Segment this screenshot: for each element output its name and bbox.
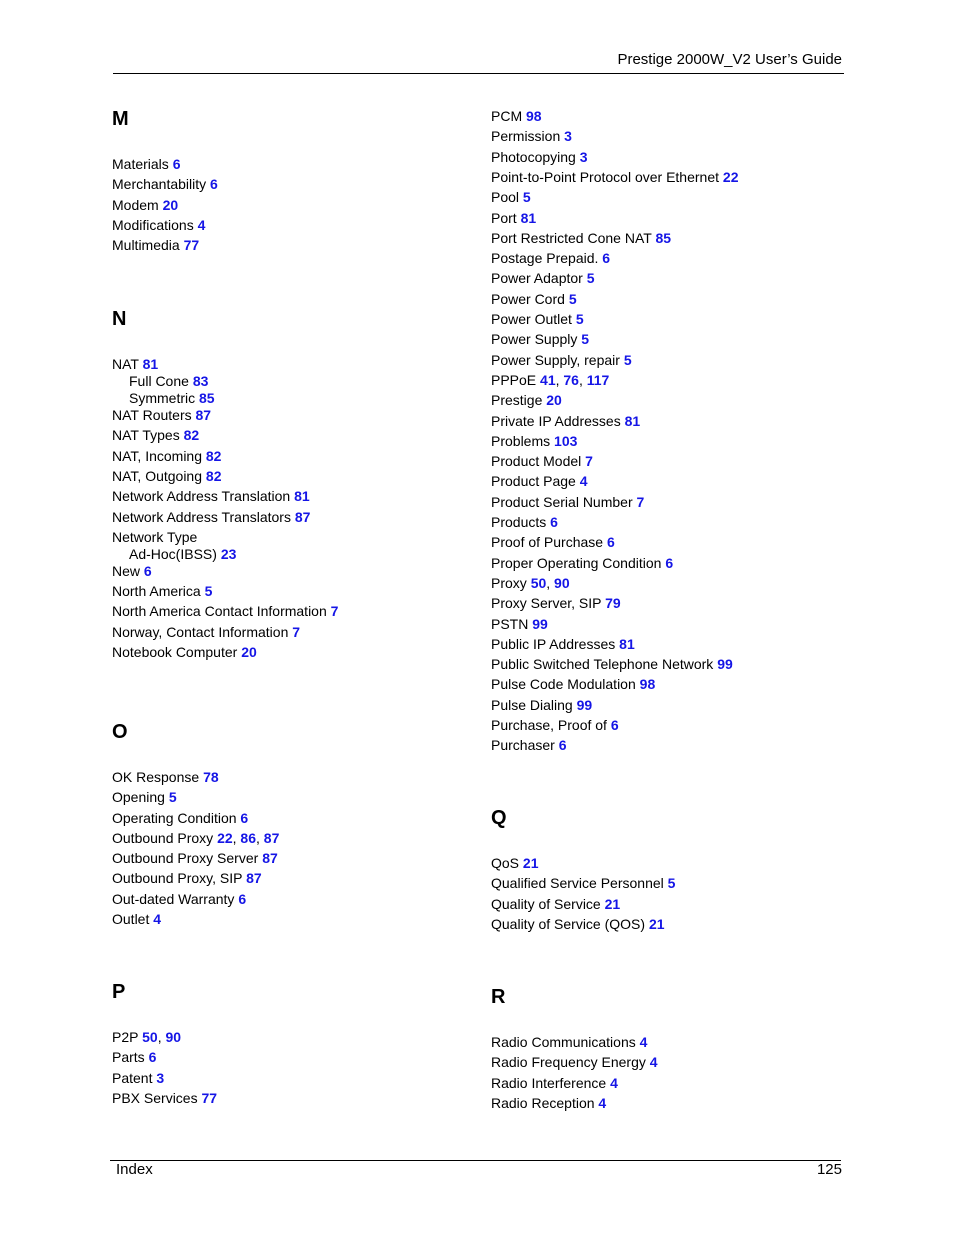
index-term: Opening [112, 789, 165, 805]
page-reference-link[interactable]: 7 [330, 603, 339, 619]
index-entry [112, 217, 205, 234]
index-term: Patent [112, 1070, 153, 1086]
index-entry [491, 717, 619, 734]
index-entry [491, 433, 577, 450]
page-reference-link[interactable]: 4 [639, 1034, 648, 1050]
page-reference-link[interactable]: 22 [217, 830, 233, 846]
index-entry [491, 311, 584, 328]
index-term: Power Cord [491, 291, 565, 307]
index-term: Pool [491, 189, 520, 205]
page-reference-link[interactable]: 5 [667, 875, 676, 891]
page-reference-link[interactable]: 4 [579, 473, 588, 489]
index-term: Power Adaptor [491, 270, 583, 286]
page-reference-link[interactable]: 6 [210, 176, 218, 192]
index-term: Product Page [491, 473, 576, 489]
page-reference-link[interactable]: 50 [530, 575, 547, 591]
page-reference-link[interactable]: 4 [649, 1054, 658, 1070]
page-reference-link[interactable]: 82 [205, 448, 222, 464]
page-reference-link[interactable]: 21 [648, 916, 665, 932]
index-entry: PPPoE 41, 76, 117 [491, 372, 610, 388]
index-entry [112, 789, 177, 806]
index-term: Parts [112, 1049, 145, 1065]
page-reference-link[interactable]: 5 [623, 352, 632, 368]
index-term: Public IP Addresses [491, 636, 616, 652]
index-term: Out-dated Warranty [112, 891, 235, 907]
index-term: Power Supply, repair [491, 352, 620, 368]
index-entry [112, 911, 161, 928]
section-letter-heading: O [112, 721, 128, 743]
page-reference-link[interactable]: 5 [581, 331, 590, 347]
page-reference-link[interactable]: 99 [717, 656, 733, 672]
footer-rule [110, 1160, 841, 1161]
index-term: New [112, 563, 141, 579]
index-entry [491, 595, 621, 612]
index-term: PSTN [491, 616, 529, 632]
page-reference-link[interactable]: 76 [563, 372, 579, 388]
page-reference-link[interactable]: 81 [520, 210, 537, 226]
index-entry [491, 270, 595, 287]
section-letter-heading: R [491, 986, 506, 1008]
index-term: Network Address Translators [112, 509, 291, 525]
page-reference-link[interactable]: 81 [619, 636, 635, 652]
index-term: Operating Condition [112, 810, 237, 826]
index-term: Permission [491, 128, 561, 144]
page-reference-link[interactable]: 90 [165, 1029, 182, 1045]
index-term: Quality of Service [491, 896, 601, 912]
footer-section-label: Index [116, 1161, 153, 1178]
index-term: QoS [491, 855, 520, 871]
page-reference-link[interactable]: 3 [579, 149, 588, 165]
index-entry [112, 810, 248, 827]
index-term: Quality of Service (QOS) [491, 916, 646, 932]
page-reference-link[interactable]: 90 [554, 575, 570, 591]
index-entry [112, 583, 212, 600]
page-reference-link[interactable]: 7 [636, 494, 645, 510]
index-term: Port [491, 210, 517, 226]
index-term: Proper Operating Condition [491, 555, 662, 571]
index-entry [491, 616, 548, 633]
page-header-title: Prestige 2000W_V2 User’s Guide [617, 51, 842, 68]
index-entry [112, 529, 197, 546]
index-term: Outbound Proxy [112, 830, 214, 846]
index-term: Purchase, Proof of [491, 717, 607, 733]
section-letter-heading: Q [491, 807, 507, 829]
index-subentry [112, 546, 236, 563]
index-entry [491, 656, 733, 673]
page-reference-link[interactable]: 5 [168, 789, 177, 805]
page-reference-link[interactable]: 7 [292, 624, 301, 640]
index-term: Materials [112, 156, 169, 172]
index-term: Pulse Dialing [491, 697, 573, 713]
page-reference-link[interactable]: 6 [172, 156, 181, 172]
page-reference-link[interactable]: 82 [205, 468, 222, 484]
section-letter-heading: M [112, 108, 129, 130]
index-entry [112, 1049, 156, 1066]
index-term: Private IP Addresses [491, 413, 621, 429]
index-term: Prestige [491, 392, 543, 408]
page-reference-link[interactable]: 87 [195, 407, 212, 423]
index-term: Purchaser [491, 737, 555, 753]
index-entry [491, 128, 572, 145]
page-reference-link[interactable]: 87 [294, 509, 311, 525]
index-term: Network Type [112, 529, 198, 545]
page-reference-link[interactable]: 4 [610, 1075, 618, 1091]
index-entry [112, 1070, 164, 1087]
page-reference-link[interactable]: 87 [246, 870, 262, 886]
index-term: NAT, Outgoing [112, 468, 203, 484]
page-reference-link[interactable]: 20 [241, 644, 257, 660]
page-reference-link[interactable]: 21 [604, 896, 621, 912]
index-term: Radio Communications [491, 1034, 636, 1050]
index-term: Symmetric [129, 390, 196, 406]
index-entry [491, 636, 635, 653]
index-entry [491, 230, 671, 247]
page-reference-link[interactable]: 98 [639, 676, 656, 692]
index-entry [112, 356, 158, 373]
page-reference-link[interactable]: 23 [220, 546, 237, 562]
index-term: PPPoE [491, 372, 537, 388]
page-reference-link[interactable]: 99 [532, 616, 548, 632]
index-term: Qualified Service Personnel [491, 875, 664, 891]
index-term: OK Response [112, 769, 200, 785]
page-reference-link[interactable]: 77 [183, 237, 200, 253]
page-reference-link[interactable]: 4 [197, 217, 206, 233]
index-entry [491, 210, 536, 227]
page-reference-link[interactable]: 5 [204, 583, 213, 599]
index-term: Power Supply [491, 331, 578, 347]
page-reference-link[interactable]: 99 [576, 697, 593, 713]
page-reference-link[interactable]: 6 [558, 737, 567, 753]
page-reference-link[interactable]: 21 [522, 855, 539, 871]
index-term: Outbound Proxy, SIP [112, 870, 243, 886]
index-entry [112, 488, 310, 505]
index-term: North America [112, 583, 201, 599]
page-reference-link[interactable]: 6 [610, 717, 619, 733]
index-term: Radio Reception [491, 1095, 595, 1111]
index-entry [491, 855, 538, 872]
index-entry [491, 169, 738, 186]
index-entry [112, 850, 278, 867]
index-entry [491, 676, 655, 693]
index-term: Problems [491, 433, 551, 449]
index-entry: Outbound Proxy 22, 86, 87 [112, 830, 280, 846]
index-entry [491, 916, 665, 933]
index-entry [491, 291, 577, 308]
index-entry [112, 891, 246, 908]
index-term: Outbound Proxy Server [112, 850, 259, 866]
index-term: NAT Types [112, 427, 180, 443]
index-entry [491, 534, 615, 551]
index-term: Pulse Code Modulation [491, 676, 636, 692]
header-rule [113, 73, 844, 74]
index-term: Modem [112, 197, 159, 213]
index-entry [491, 473, 588, 490]
page-reference-link[interactable]: 5 [568, 291, 577, 307]
index-entry [112, 407, 211, 424]
index-entry [112, 624, 300, 641]
page-reference-link[interactable]: 117 [586, 372, 610, 388]
index-entry [491, 737, 567, 754]
index-entry [491, 875, 675, 892]
index-term: NAT [112, 356, 139, 372]
page-reference-link[interactable]: 83 [192, 373, 209, 389]
page-reference-link[interactable]: 3 [564, 128, 572, 144]
index-entry [491, 1054, 658, 1071]
index-entry [112, 603, 338, 620]
index-term: Proxy [491, 575, 527, 591]
section-letter-heading: P [112, 981, 126, 1003]
page-reference-link[interactable]: 5 [586, 270, 595, 286]
page-reference-link[interactable]: 6 [665, 555, 674, 571]
section-letter-heading: N [112, 308, 127, 330]
page-reference-link[interactable]: 79 [605, 595, 621, 611]
index-term: Multimedia [112, 237, 180, 253]
index-entry: P2P 50, 90 [112, 1029, 182, 1045]
page-reference-link[interactable]: 6 [550, 514, 558, 530]
index-entry [491, 149, 588, 166]
index-entry [112, 870, 262, 887]
index-entry [491, 392, 562, 409]
page-reference-link[interactable]: 81 [142, 356, 159, 372]
page-reference-link[interactable]: 98 [526, 108, 542, 124]
index-entry [491, 331, 589, 348]
index-subentry [112, 373, 208, 390]
page-reference-link[interactable]: 85 [655, 230, 672, 246]
index-entry [491, 697, 592, 714]
page-reference-link[interactable]: 41 [540, 372, 556, 388]
index-term: Full Cone [129, 373, 189, 389]
page-reference-link[interactable]: 5 [575, 311, 584, 327]
index-term: Proof of Purchase [491, 534, 604, 550]
index-term: Network Address Translation [112, 488, 291, 504]
index-entry [491, 1075, 618, 1092]
index-term: Norway, Contact Information [112, 624, 289, 640]
page-reference-link[interactable]: 4 [153, 911, 162, 927]
index-term: Postage Prepaid. [491, 250, 599, 266]
index-term: NAT Routers [112, 407, 192, 423]
page-reference-link[interactable]: 5 [522, 189, 531, 205]
index-entry [491, 413, 640, 430]
page-reference-link[interactable]: 85 [199, 390, 215, 406]
index-entry [112, 156, 180, 173]
index-entry [491, 352, 632, 369]
page-reference-link[interactable]: 6 [602, 250, 611, 266]
page-reference-link[interactable]: 3 [156, 1070, 165, 1086]
index-term: Photocopying [491, 149, 576, 165]
index-entry [112, 237, 199, 254]
index-entry [112, 448, 221, 465]
index-entry: Proxy 50, 90 [491, 575, 570, 591]
index-term: Proxy Server, SIP [491, 595, 602, 611]
index-term: Power Outlet [491, 311, 572, 327]
index-entry [112, 197, 178, 214]
page-reference-link[interactable]: 7 [585, 453, 593, 469]
page-reference-link[interactable]: 77 [201, 1090, 218, 1106]
index-term: Public Switched Telephone Network [491, 656, 714, 672]
page-reference-link[interactable]: 20 [546, 392, 562, 408]
page-reference-link[interactable]: 6 [143, 563, 152, 579]
page-reference-link[interactable]: 78 [203, 769, 219, 785]
index-entry [491, 896, 620, 913]
index-term: Point-to-Point Protocol over Ethernet [491, 169, 720, 185]
index-term: PBX Services [112, 1090, 198, 1106]
page-reference-link[interactable]: 81 [294, 488, 310, 504]
index-entry [491, 1095, 606, 1112]
index-term: Port Restricted Cone NAT [491, 230, 652, 246]
index-entry [491, 1034, 647, 1051]
page-reference-link[interactable]: 6 [240, 810, 249, 826]
index-term: Radio Interference [491, 1075, 607, 1091]
page-reference-link[interactable]: 103 [554, 433, 578, 449]
index-term: Product Model [491, 453, 582, 469]
page-reference-link[interactable]: 6 [606, 534, 615, 550]
page-reference-link[interactable]: 50 [142, 1029, 158, 1045]
index-entry [112, 427, 199, 444]
index-entry [491, 189, 531, 206]
index-term: Product Serial Number [491, 494, 633, 510]
page-reference-link[interactable]: 81 [624, 413, 641, 429]
page-reference-link[interactable]: 82 [183, 427, 200, 443]
index-term: NAT, Incoming [112, 448, 202, 464]
index-entry [491, 250, 610, 267]
index-entry [112, 1090, 217, 1107]
index-entry [112, 176, 218, 193]
page-reference-link[interactable]: 22 [722, 169, 739, 185]
footer-page-number: 125 [816, 1161, 842, 1178]
index-entry [112, 509, 310, 526]
index-entry [491, 494, 644, 511]
index-term: Outlet [112, 911, 150, 927]
index-entry [112, 468, 221, 485]
page-reference-link[interactable]: 6 [148, 1049, 157, 1065]
index-entry [112, 563, 152, 580]
index-term: Notebook Computer [112, 644, 238, 660]
index-term: Products [491, 514, 547, 530]
index-term: Modifications [112, 217, 194, 233]
index-entry [112, 769, 219, 786]
index-term: Merchantability [112, 176, 207, 192]
index-entry [112, 644, 257, 661]
page-reference-link[interactable]: 86 [240, 830, 256, 846]
index-entry [491, 108, 542, 125]
index-term: Ad-Hoc(IBSS) [129, 546, 217, 562]
page-reference-link[interactable]: 6 [238, 891, 247, 907]
index-entry [491, 555, 673, 572]
index-term: P2P [112, 1029, 139, 1045]
index-entry [491, 514, 558, 531]
page-reference-link[interactable]: 87 [263, 830, 280, 846]
index-term: North America Contact Information [112, 603, 327, 619]
index-term: Radio Frequency Energy [491, 1054, 646, 1070]
index-term: PCM [491, 108, 523, 124]
page-reference-link[interactable]: 4 [598, 1095, 607, 1111]
index-subentry [112, 390, 215, 407]
page-reference-link[interactable]: 87 [262, 850, 278, 866]
page-reference-link[interactable]: 20 [162, 197, 179, 213]
index-entry [491, 453, 593, 470]
